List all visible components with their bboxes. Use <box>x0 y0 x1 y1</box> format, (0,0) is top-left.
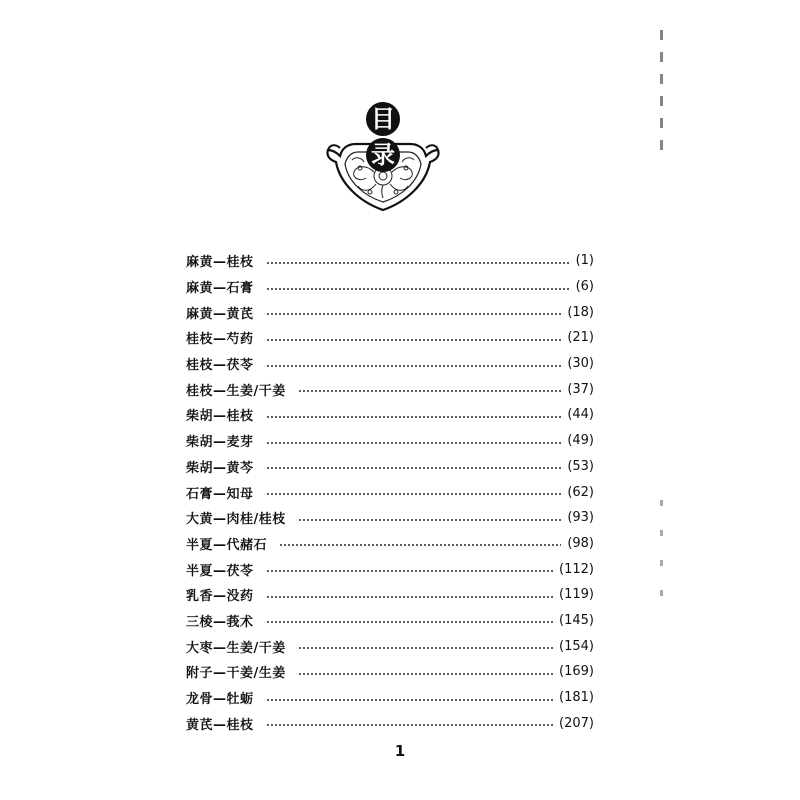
toc-page: (18) <box>567 304 594 320</box>
dot-leader <box>298 390 562 392</box>
toc-entry[interactable] <box>186 710 594 736</box>
toc-page: (1) <box>575 253 594 269</box>
toc-title: 三棱—莪术 <box>186 614 254 630</box>
dot-leader <box>266 339 562 341</box>
dot-leader <box>266 621 554 623</box>
toc-entry[interactable] <box>186 659 594 685</box>
toc-page: (53) <box>567 458 594 474</box>
toc-page: (44) <box>567 407 594 423</box>
toc-entry[interactable] <box>186 505 594 531</box>
toc-title: 桂枝—生姜/干姜 <box>186 383 286 399</box>
toc-title: 桂枝—芍药 <box>186 332 254 348</box>
toc-page: (145) <box>559 612 594 628</box>
toc-title: 柴胡—黄芩 <box>186 460 254 476</box>
toc-title: 大黄—肉桂/桂枝 <box>186 512 286 528</box>
toc-entry[interactable] <box>186 351 594 377</box>
toc-page: (119) <box>559 587 594 603</box>
toc-entry[interactable] <box>186 376 594 402</box>
dot-leader <box>298 673 553 675</box>
toc-title: 麻黄—黄芪 <box>186 306 254 322</box>
dot-leader <box>266 699 554 701</box>
heading-char-mu: 目 <box>366 102 400 136</box>
dot-leader <box>279 544 561 546</box>
toc-page: (30) <box>567 356 594 372</box>
scan-edge-mark <box>660 30 663 150</box>
toc-entry[interactable] <box>186 274 594 300</box>
toc-entry[interactable] <box>186 685 594 711</box>
toc-title: 柴胡—麦芽 <box>186 435 254 451</box>
toc-page: (37) <box>567 381 594 397</box>
toc-entry[interactable] <box>186 299 594 325</box>
dot-leader <box>266 467 562 469</box>
toc-entry[interactable] <box>186 248 594 274</box>
dot-leader <box>266 724 554 726</box>
toc-title: 柴胡—桂枝 <box>186 409 254 425</box>
toc-page: (154) <box>559 638 594 654</box>
toc-page: (207) <box>559 715 594 731</box>
scan-edge-mark-lower <box>660 500 663 610</box>
toc-page: (169) <box>559 664 594 680</box>
toc-title: 乳香—没药 <box>186 589 254 605</box>
toc-page: (181) <box>559 690 594 706</box>
toc-entry[interactable] <box>186 633 594 659</box>
toc-page: (112) <box>559 561 594 577</box>
toc-page: (62) <box>567 484 594 500</box>
toc-entry[interactable] <box>186 531 594 557</box>
dot-leader <box>266 493 562 495</box>
page-number: 1 <box>394 742 406 760</box>
toc-entry[interactable] <box>186 428 594 454</box>
table-of-contents <box>186 248 594 736</box>
toc-title: 龙骨—牡蛎 <box>186 692 254 708</box>
toc-title: 麻黄—石膏 <box>186 281 254 297</box>
toc-title: 黄芪—桂枝 <box>186 717 254 733</box>
toc-title: 桂枝—茯苓 <box>186 358 254 374</box>
dot-leader <box>266 442 562 444</box>
toc-entry[interactable] <box>186 454 594 480</box>
toc-entry[interactable] <box>186 402 594 428</box>
toc-page: (49) <box>567 433 594 449</box>
toc-title: 大枣—生姜/干姜 <box>186 640 286 656</box>
toc-entry[interactable] <box>186 582 594 608</box>
dot-leader <box>298 519 562 521</box>
heading-char-lu: 录 <box>366 138 400 172</box>
toc-page: (98) <box>567 535 594 551</box>
toc-entry[interactable] <box>186 556 594 582</box>
dot-leader <box>266 416 562 418</box>
toc-entry[interactable] <box>186 479 594 505</box>
heading-ornament <box>326 98 440 218</box>
dot-leader <box>266 365 562 367</box>
dot-leader <box>266 262 570 264</box>
toc-title: 半夏—代赭石 <box>186 537 268 553</box>
dot-leader <box>266 288 570 290</box>
toc-title: 麻黄—桂枝 <box>186 255 254 271</box>
dot-leader <box>266 596 554 598</box>
toc-title: 半夏—茯苓 <box>186 563 254 579</box>
toc-page: (21) <box>567 330 594 346</box>
dot-leader <box>266 313 562 315</box>
toc-title: 石膏—知母 <box>186 486 254 502</box>
toc-entry[interactable] <box>186 608 594 634</box>
dot-leader <box>266 570 554 572</box>
toc-entry[interactable] <box>186 325 594 351</box>
toc-title: 附子—干姜/生姜 <box>186 666 286 682</box>
toc-page: (6) <box>575 279 594 295</box>
dot-leader <box>298 647 553 649</box>
toc-page: (93) <box>567 510 594 526</box>
